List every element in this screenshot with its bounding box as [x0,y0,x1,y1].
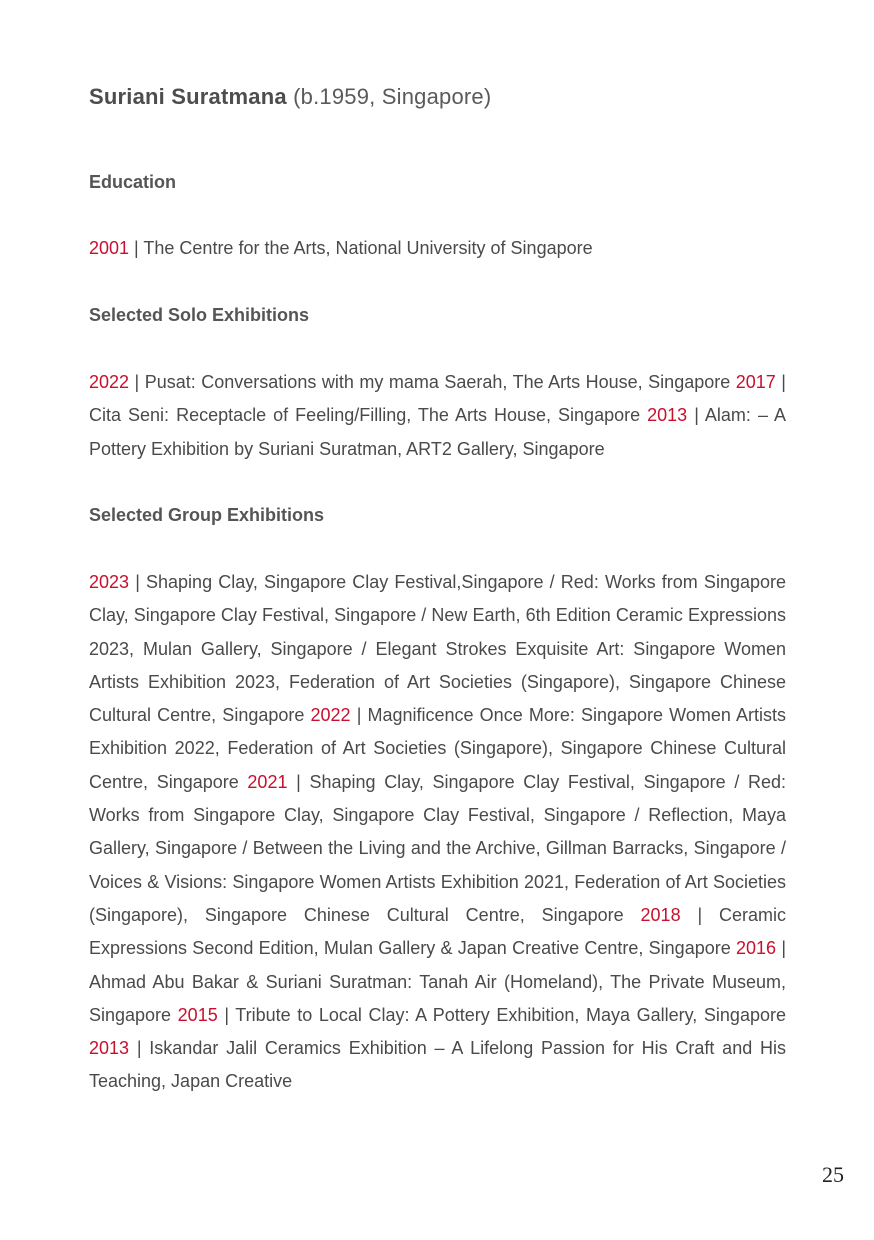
entry-year: 2013 [647,405,688,426]
solo-exhibitions-heading: Selected Solo Exhibitions [89,305,310,325]
entry-year: 2022 [89,372,130,392]
entry-year: 2001 [89,238,130,258]
entry-year: 2018 [640,904,681,925]
artist-name: Suriani Suratmana [89,84,287,109]
page-number: 25 [822,1162,844,1187]
artist-title [89,84,491,110]
entry-year: 2015 [177,1004,218,1025]
entry-text: | Iskandar Jalil Ceramics Exhibition – A Lifelong Passion for His Craft and His Teaching, Japan Creative [89,1038,786,1092]
group-exhibitions-heading: Selected Group Exhibitions [89,505,325,525]
entry-text: | Cita Seni: Receptacle of Feeling/Filling, The Arts House, Singapore [89,372,786,426]
entry-text: | The Centre for the Arts, National University of Singapore [129,238,593,258]
entry-text: | Ahmad Abu Bakar & Suriani Suratman: Tanah Air (Homeland), The Private Museum, Singapore [89,938,786,1025]
artist-birth-info: (b.1959, Singapore) [293,84,492,109]
entry-text: | Pusat: Conversations with my mama Saerah, The Arts House, Singapore [129,372,736,392]
entry-year: 2021 [247,771,288,792]
entry-text: | Ceramic Expressions Second Edition, Mulan Gallery & Japan Creative Centre, Singapore [89,904,787,959]
entry-year: 2013 [89,1038,130,1059]
education-entries [89,232,786,265]
solo-exhibitions-entries [89,366,786,466]
entry-year: 2017 [735,372,776,392]
entry-text: | Shaping Clay, Singapore Clay Festival,Singapore / Red: Works from Singapore Clay, Singapore Clay Festival, Singapore / New Earth, 6th Edition Ceramic Expressions 2023, Mulan Gallery, Singapore / Elegant Strokes Exquisite Art: Singapore Women Artists Exhibition 2023, Federation of Art Societies (Singapore), Singapore Chinese Cultural Centre, Singapore [89,572,786,726]
entry-year: 2016 [736,938,777,959]
entry-year: 2023 [89,572,130,592]
entry-text: | Tribute to Local Clay: A Pottery Exhibition, Maya Gallery, Singapore [217,1004,786,1025]
entry-text: | Alam: – A Pottery Exhibition by Suriani Suratman, ART2 Gallery, Singapore [89,405,786,459]
entry-year: 2022 [310,705,351,726]
group-exhibitions-entries [89,566,786,1099]
entry-text: | Magnificence Once More: Singapore Women Artists Exhibition 2022, Federation of Art Societies (Singapore), Singapore Chinese Cultural Centre, Singapore [89,705,786,792]
education-heading: Education [89,172,177,192]
entry-text: | Shaping Clay, Singapore Clay Festival, Singapore / Red: Works from Singapore Clay, Singapore Clay Festival, Singapore / Reflection, Maya Gallery, Singapore / Between the Living and the Archive, Gillman Barracks, Singapore / Voices & Visions: Singapore Women Artists Exhibition 2021, Federation of Art Societies (Singapore), Singapore Chinese Cultural Centre, Singapore [89,771,787,925]
